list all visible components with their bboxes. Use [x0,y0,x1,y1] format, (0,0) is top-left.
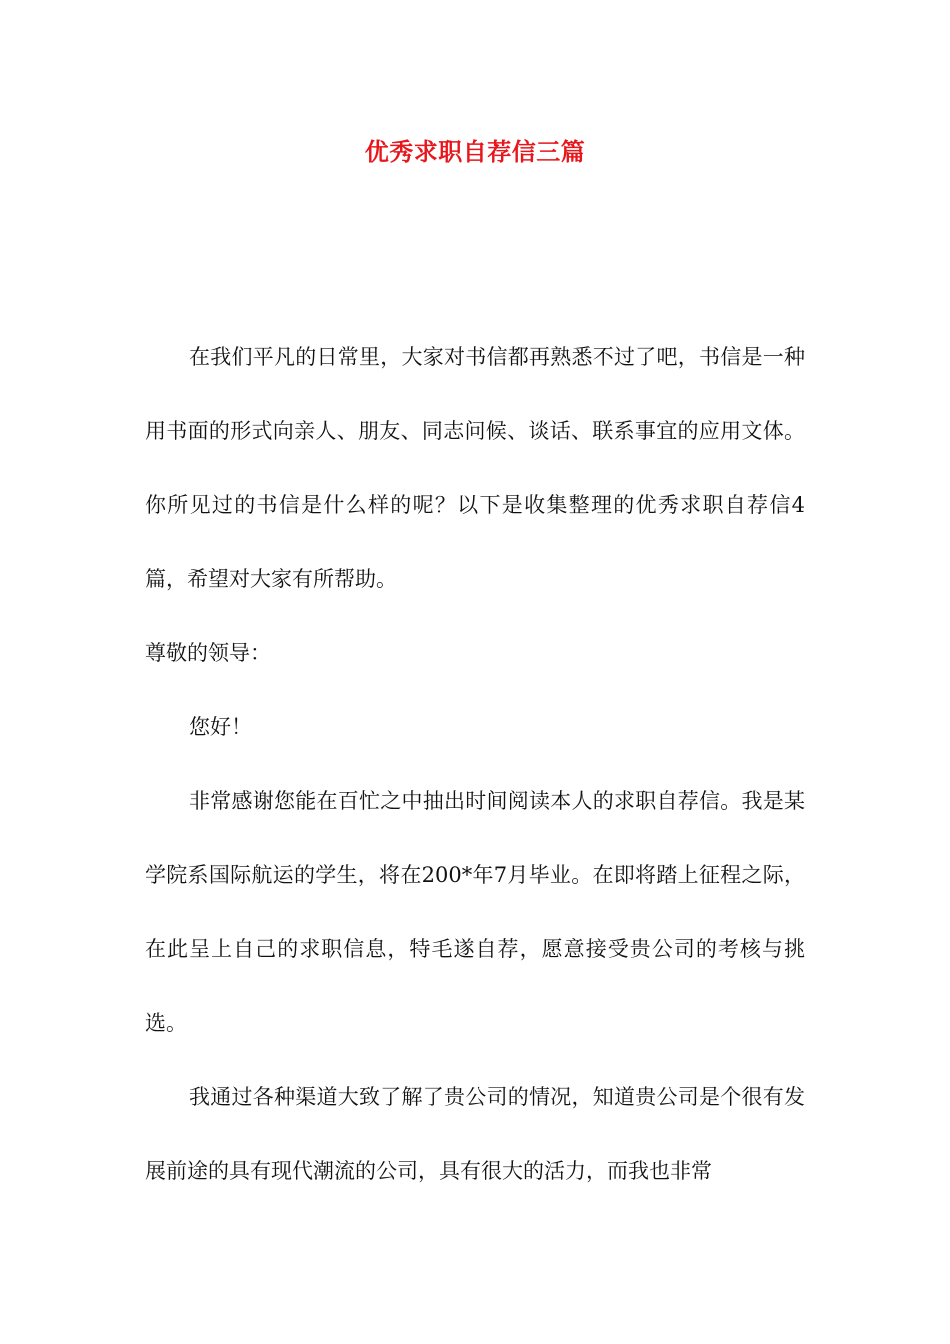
document-title: 优秀求职自荐信三篇 [364,137,586,166]
paragraph-self-introduction: 非常感谢您能在百忙之中抽出时间阅读本人的求职自荐信。我是某学院系国际航运的学生，将在200*年7月毕业。在即将踏上征程之际，在此呈上自己的求职信息，特毛遂自荐，愿意接受贵公司的考核与挑选。 [145,789,805,1035]
document-body [145,320,805,1208]
paragraph-salutation: 尊敬的领导： [145,641,271,665]
paragraph-intro: 在我们平凡的日常里，大家对书信都再熟悉不过了吧，书信是一种用书面的形式向亲人、朋友、同志问候、谈话、联系事宜的应用文体。你所见过的书信是什么样的呢？以下是收集整理的优秀求职自荐信4篇，希望对大家有所帮助。 [145,345,805,591]
paragraph-greeting: 您好！ [189,715,252,739]
paragraph-company-understanding: 我通过各种渠道大致了解了贵公司的情况，知道贵公司是个很有发展前途的具有现代潮流的公司，具有很大的活力，而我也非常 [145,1085,805,1183]
